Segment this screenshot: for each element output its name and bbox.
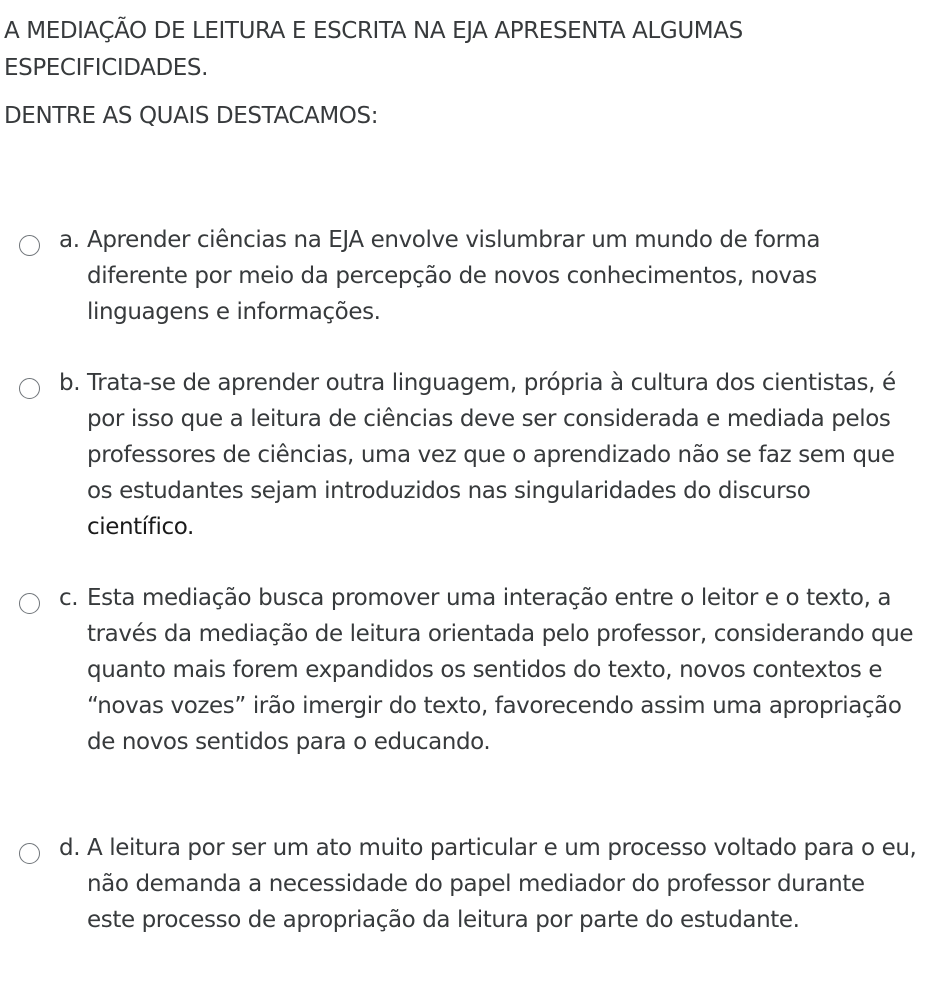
option-text-c: Esta mediação busca promover uma interação entre o leitor e o texto, a través da mediação de leitura orientada pelo professor, considerando que quanto mais forem expandidos os sentidos do texto, novos contextos e “novas vozes” irão imergir do texto, favorecendo assim uma apropriação de novos sentidos para o educando. — [87, 585, 914, 755]
option-letter-c: c. — [59, 585, 79, 611]
answer-option-b[interactable] — [0, 365, 925, 545]
option-letter-d: d. — [59, 835, 81, 861]
radio-button-b[interactable] — [19, 378, 40, 399]
answer-option-c[interactable] — [0, 580, 925, 796]
question-text — [4, 13, 919, 135]
option-text-b — [87, 365, 917, 545]
option-text-b-end: científico. — [87, 514, 194, 540]
answer-option-a[interactable] — [0, 222, 925, 332]
radio-button-a[interactable] — [19, 235, 40, 256]
radio-button-d[interactable] — [19, 843, 40, 864]
question-prompt: DENTRE AS QUAIS DESTACAMOS: — [4, 103, 379, 129]
option-text-a: Aprender ciências na EJA envolve vislumbrar um mundo de forma diferente por meio da percepção de novos conhecimentos, novas linguagens e informações. — [87, 227, 821, 325]
answer-option-d[interactable] — [0, 830, 925, 974]
option-text-d: A leitura por ser um ato muito particular e um processo voltado para o eu, não demanda a necessidade do papel mediador do professor durante este processo de apropriação da leitura por parte do estudante. — [87, 835, 917, 933]
option-letter-b: b. — [59, 370, 81, 396]
option-letter-a: a. — [59, 227, 80, 253]
option-text-b-main: Trata-se de aprender outra linguagem, própria à cultura dos cientistas, é por isso que a leitura de ciências deve ser considerada e mediada pelos professores de ciências, uma vez que o aprendizado não se faz sem que os estudantes sejam introduzidos nas singularidades do discurso — [87, 370, 896, 504]
question-statement: A MEDIAÇÃO DE LEITURA E ESCRITA NA EJA APRESENTA ALGUMAS ESPECIFICIDADES. — [4, 18, 743, 81]
radio-button-c[interactable] — [19, 593, 40, 614]
